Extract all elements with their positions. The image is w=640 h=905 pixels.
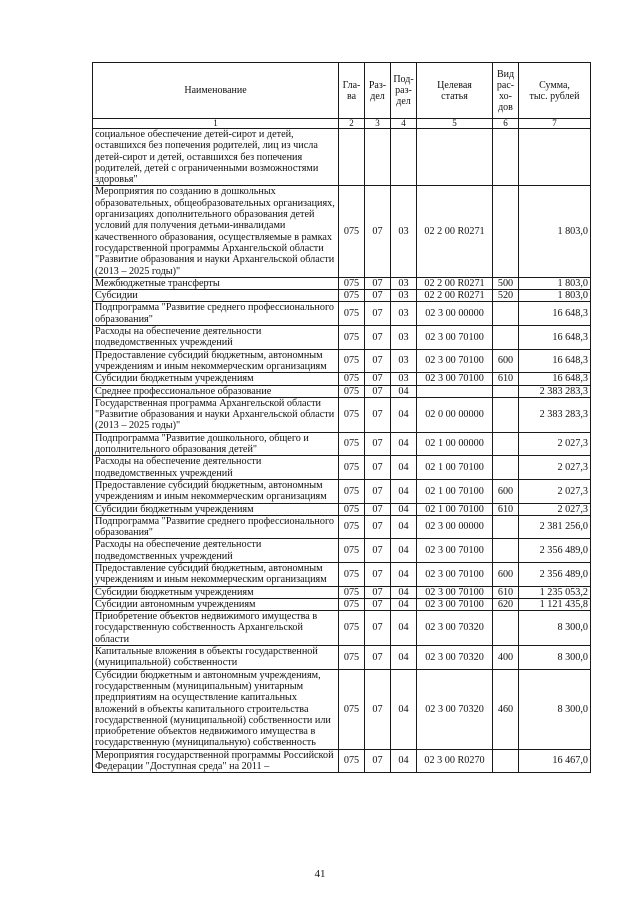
row-sum: 8 300,0 — [519, 646, 591, 670]
table-row — [93, 397, 591, 432]
row-section: 07 — [365, 186, 391, 277]
table-row — [93, 562, 591, 586]
row-section: 07 — [365, 749, 391, 773]
table-row — [93, 539, 591, 563]
row-expense-type — [493, 432, 519, 456]
row-expense-type: 620 — [493, 598, 519, 610]
column-number: 2 — [339, 119, 365, 129]
row-subsection: 03 — [391, 373, 417, 385]
row-name: Расходы на обеспечение деятельности подведомственных учреждений — [93, 326, 339, 350]
row-subsection: 04 — [391, 515, 417, 539]
row-expense-type: 600 — [493, 479, 519, 503]
row-name: Подпрограмма "Развитие среднего профессионального образования" — [93, 515, 339, 539]
row-target-article: 02 3 00 00000 — [417, 302, 493, 326]
row-sum: 1 803,0 — [519, 186, 591, 277]
row-name: социальное обеспечение детей-сирот и детей, оставшихся без попечения родителей, лиц из числа детей-сирот и детей, оставшихся без попечения родителей, детей с ограниченными возможностями здоровья" — [93, 129, 339, 186]
header-expense-type: Вид рас- хо- дов — [493, 63, 519, 119]
row-section: 07 — [365, 669, 391, 749]
row-name: Межбюджетные трансферты — [93, 277, 339, 289]
row-subsection: 04 — [391, 646, 417, 670]
row-sum: 1 803,0 — [519, 290, 591, 302]
row-expense-type: 610 — [493, 503, 519, 515]
budget-table — [92, 62, 591, 773]
row-target-article — [417, 129, 493, 186]
row-target-article: 02 0 00 00000 — [417, 397, 493, 432]
row-chapter: 075 — [339, 397, 365, 432]
table-row — [93, 129, 591, 186]
table-row — [93, 349, 591, 373]
row-expense-type: 520 — [493, 290, 519, 302]
row-subsection: 04 — [391, 397, 417, 432]
row-subsection: 04 — [391, 611, 417, 646]
column-number: 7 — [519, 119, 591, 129]
row-name: Предоставление субсидий бюджетным, автономным учреждениям и иным некоммерческим организациям — [93, 562, 339, 586]
column-number: 4 — [391, 119, 417, 129]
row-chapter: 075 — [339, 669, 365, 749]
table-row — [93, 302, 591, 326]
row-name: Приобретение объектов недвижимого имущества в государственную собственность Архангельской области — [93, 611, 339, 646]
row-sum: 16 648,3 — [519, 373, 591, 385]
row-expense-type — [493, 611, 519, 646]
table-row — [93, 669, 591, 749]
table-row — [93, 385, 591, 397]
table-row — [93, 479, 591, 503]
header-section: Раз- дел — [365, 63, 391, 119]
row-section: 07 — [365, 277, 391, 289]
row-section: 07 — [365, 539, 391, 563]
row-target-article: 02 3 00 70100 — [417, 586, 493, 598]
row-sum — [519, 129, 591, 186]
row-sum: 2 027,3 — [519, 432, 591, 456]
row-name: Предоставление субсидий бюджетным, автономным учреждениям и иным некоммерческим организациям — [93, 349, 339, 373]
row-subsection: 04 — [391, 385, 417, 397]
row-name: Мероприятия государственной программы Российской Федерации "Доступная среда" на 2011 – — [93, 749, 339, 773]
row-name: Государственная программа Архангельской области "Развитие образования и науки Архангельской области (2013 – 2025 годы)" — [93, 397, 339, 432]
row-sum: 1 803,0 — [519, 277, 591, 289]
row-section: 07 — [365, 598, 391, 610]
row-section: 07 — [365, 397, 391, 432]
table-header-row — [93, 63, 591, 119]
row-chapter: 075 — [339, 186, 365, 277]
header-name: Наименование — [93, 63, 339, 119]
row-name: Мероприятия по созданию в дошкольных образовательных, общеобразовательных организациях, организациях дополнительного образования детей условий для получения детьми-инвалидами качественного образования, осуществляемые в рамках государственной программы Архангельской области "Развитие образования и науки Архангельской области (2013 – 2025 годы)" — [93, 186, 339, 277]
row-target-article: 02 2 00 R0271 — [417, 186, 493, 277]
row-sum: 8 300,0 — [519, 669, 591, 749]
row-chapter: 075 — [339, 539, 365, 563]
header-target-article: Целевая статья — [417, 63, 493, 119]
row-chapter: 075 — [339, 611, 365, 646]
row-name: Подпрограмма "Развитие дошкольного, общего и дополнительного образования детей" — [93, 432, 339, 456]
row-section: 07 — [365, 646, 391, 670]
row-subsection: 04 — [391, 669, 417, 749]
row-name: Среднее профессиональное образование — [93, 385, 339, 397]
row-expense-type — [493, 326, 519, 350]
row-subsection — [391, 129, 417, 186]
row-target-article: 02 1 00 00000 — [417, 432, 493, 456]
row-target-article: 02 3 00 70320 — [417, 669, 493, 749]
row-subsection: 04 — [391, 432, 417, 456]
row-chapter: 075 — [339, 373, 365, 385]
row-subsection: 04 — [391, 598, 417, 610]
row-subsection: 03 — [391, 349, 417, 373]
row-sum: 1 121 435,8 — [519, 598, 591, 610]
row-sum: 16 467,0 — [519, 749, 591, 773]
row-section: 07 — [365, 503, 391, 515]
row-section: 07 — [365, 515, 391, 539]
row-sum: 1 235 053,2 — [519, 586, 591, 598]
table-body — [93, 129, 591, 773]
column-number-row — [93, 119, 591, 129]
row-chapter: 075 — [339, 562, 365, 586]
row-sum: 16 648,3 — [519, 349, 591, 373]
row-expense-type — [493, 539, 519, 563]
row-section: 07 — [365, 456, 391, 480]
row-target-article: 02 3 00 70100 — [417, 539, 493, 563]
row-subsection: 03 — [391, 326, 417, 350]
row-section: 07 — [365, 479, 391, 503]
row-target-article: 02 3 00 70100 — [417, 373, 493, 385]
row-section: 07 — [365, 432, 391, 456]
row-target-article: 02 1 00 70100 — [417, 503, 493, 515]
row-expense-type: 400 — [493, 646, 519, 670]
header-subsection: Под- раз- дел — [391, 63, 417, 119]
table-row — [93, 586, 591, 598]
column-number: 1 — [93, 119, 339, 129]
row-chapter: 075 — [339, 290, 365, 302]
row-section: 07 — [365, 290, 391, 302]
row-expense-type — [493, 129, 519, 186]
row-target-article: 02 1 00 70100 — [417, 456, 493, 480]
header-chapter: Гла- ва — [339, 63, 365, 119]
row-expense-type: 610 — [493, 586, 519, 598]
table-row — [93, 611, 591, 646]
row-chapter: 075 — [339, 302, 365, 326]
header-sum: Сумма, тыс. рублей — [519, 63, 591, 119]
row-sum: 2 383 283,3 — [519, 397, 591, 432]
row-expense-type — [493, 385, 519, 397]
row-name: Подпрограмма "Развитие среднего профессионального образования" — [93, 302, 339, 326]
row-subsection: 03 — [391, 302, 417, 326]
row-name: Субсидии бюджетным и автономным учреждениям, государственным (муниципальным) унитарным предприятиям на осуществление капитальных вложений в объекты капитального строительства государственной (муниципальной) собственности или приобретение объектов недвижимого имущества в государственную (муниципальную) собственность — [93, 669, 339, 749]
row-expense-type — [493, 397, 519, 432]
row-sum: 2 381 256,0 — [519, 515, 591, 539]
row-target-article: 02 3 00 70320 — [417, 646, 493, 670]
table-row — [93, 749, 591, 773]
row-subsection: 04 — [391, 562, 417, 586]
row-sum: 2 027,3 — [519, 456, 591, 480]
row-sum: 2 356 489,0 — [519, 562, 591, 586]
row-sum: 2 383 283,3 — [519, 385, 591, 397]
row-target-article: 02 3 00 70100 — [417, 349, 493, 373]
table-row — [93, 432, 591, 456]
row-subsection: 04 — [391, 479, 417, 503]
row-target-article: 02 2 00 R0271 — [417, 290, 493, 302]
row-expense-type: 600 — [493, 349, 519, 373]
row-name: Субсидии автономным учреждениям — [93, 598, 339, 610]
row-chapter: 075 — [339, 598, 365, 610]
row-expense-type — [493, 186, 519, 277]
row-subsection: 03 — [391, 186, 417, 277]
row-target-article: 02 1 00 70100 — [417, 479, 493, 503]
row-chapter — [339, 129, 365, 186]
row-chapter: 075 — [339, 503, 365, 515]
row-expense-type — [493, 456, 519, 480]
row-target-article: 02 3 00 70100 — [417, 598, 493, 610]
row-subsection: 04 — [391, 749, 417, 773]
row-name: Капитальные вложения в объекты государственной (муниципальной) собственности — [93, 646, 339, 670]
row-section — [365, 129, 391, 186]
row-section: 07 — [365, 349, 391, 373]
column-number: 5 — [417, 119, 493, 129]
row-target-article: 02 3 00 70100 — [417, 562, 493, 586]
row-subsection: 04 — [391, 586, 417, 598]
row-target-article: 02 3 00 70100 — [417, 326, 493, 350]
row-expense-type: 600 — [493, 562, 519, 586]
column-number: 3 — [365, 119, 391, 129]
row-target-article — [417, 385, 493, 397]
table-row — [93, 598, 591, 610]
row-chapter: 075 — [339, 749, 365, 773]
row-section: 07 — [365, 586, 391, 598]
row-expense-type: 610 — [493, 373, 519, 385]
row-chapter: 075 — [339, 646, 365, 670]
row-section: 07 — [365, 302, 391, 326]
table-row — [93, 290, 591, 302]
row-chapter: 075 — [339, 586, 365, 598]
row-expense-type — [493, 749, 519, 773]
table-row — [93, 373, 591, 385]
row-name: Субсидии бюджетным учреждениям — [93, 373, 339, 385]
row-target-article: 02 3 00 70320 — [417, 611, 493, 646]
table-row — [93, 646, 591, 670]
table-row — [93, 503, 591, 515]
row-chapter: 075 — [339, 432, 365, 456]
row-chapter: 075 — [339, 515, 365, 539]
row-chapter: 075 — [339, 385, 365, 397]
row-section: 07 — [365, 562, 391, 586]
row-sum: 16 648,3 — [519, 326, 591, 350]
row-name: Расходы на обеспечение деятельности подведомственных учреждений — [93, 539, 339, 563]
row-sum: 2 027,3 — [519, 479, 591, 503]
row-sum: 8 300,0 — [519, 611, 591, 646]
row-expense-type — [493, 515, 519, 539]
row-expense-type: 460 — [493, 669, 519, 749]
row-chapter: 075 — [339, 479, 365, 503]
table-row — [93, 456, 591, 480]
row-section: 07 — [365, 611, 391, 646]
row-name: Субсидии бюджетным учреждениям — [93, 586, 339, 598]
table-row — [93, 186, 591, 277]
row-name: Расходы на обеспечение деятельности подведомственных учреждений — [93, 456, 339, 480]
row-name: Субсидии бюджетным учреждениям — [93, 503, 339, 515]
row-chapter: 075 — [339, 349, 365, 373]
row-expense-type: 500 — [493, 277, 519, 289]
row-subsection: 04 — [391, 503, 417, 515]
row-target-article: 02 3 00 00000 — [417, 515, 493, 539]
row-sum: 2 356 489,0 — [519, 539, 591, 563]
row-sum: 2 027,3 — [519, 503, 591, 515]
row-subsection: 04 — [391, 539, 417, 563]
row-subsection: 04 — [391, 456, 417, 480]
row-target-article: 02 2 00 R0271 — [417, 277, 493, 289]
column-number: 6 — [493, 119, 519, 129]
row-name: Предоставление субсидий бюджетным, автономным учреждениям и иным некоммерческим организациям — [93, 479, 339, 503]
page-number: 41 — [314, 868, 326, 880]
row-target-article: 02 3 00 R0270 — [417, 749, 493, 773]
row-chapter: 075 — [339, 277, 365, 289]
row-name: Субсидии — [93, 290, 339, 302]
row-chapter: 075 — [339, 456, 365, 480]
row-expense-type — [493, 302, 519, 326]
row-section: 07 — [365, 385, 391, 397]
row-section: 07 — [365, 326, 391, 350]
row-section: 07 — [365, 373, 391, 385]
table-row — [93, 326, 591, 350]
table-row — [93, 277, 591, 289]
row-subsection: 03 — [391, 277, 417, 289]
table-row — [93, 515, 591, 539]
row-sum: 16 648,3 — [519, 302, 591, 326]
row-subsection: 03 — [391, 290, 417, 302]
row-chapter: 075 — [339, 326, 365, 350]
